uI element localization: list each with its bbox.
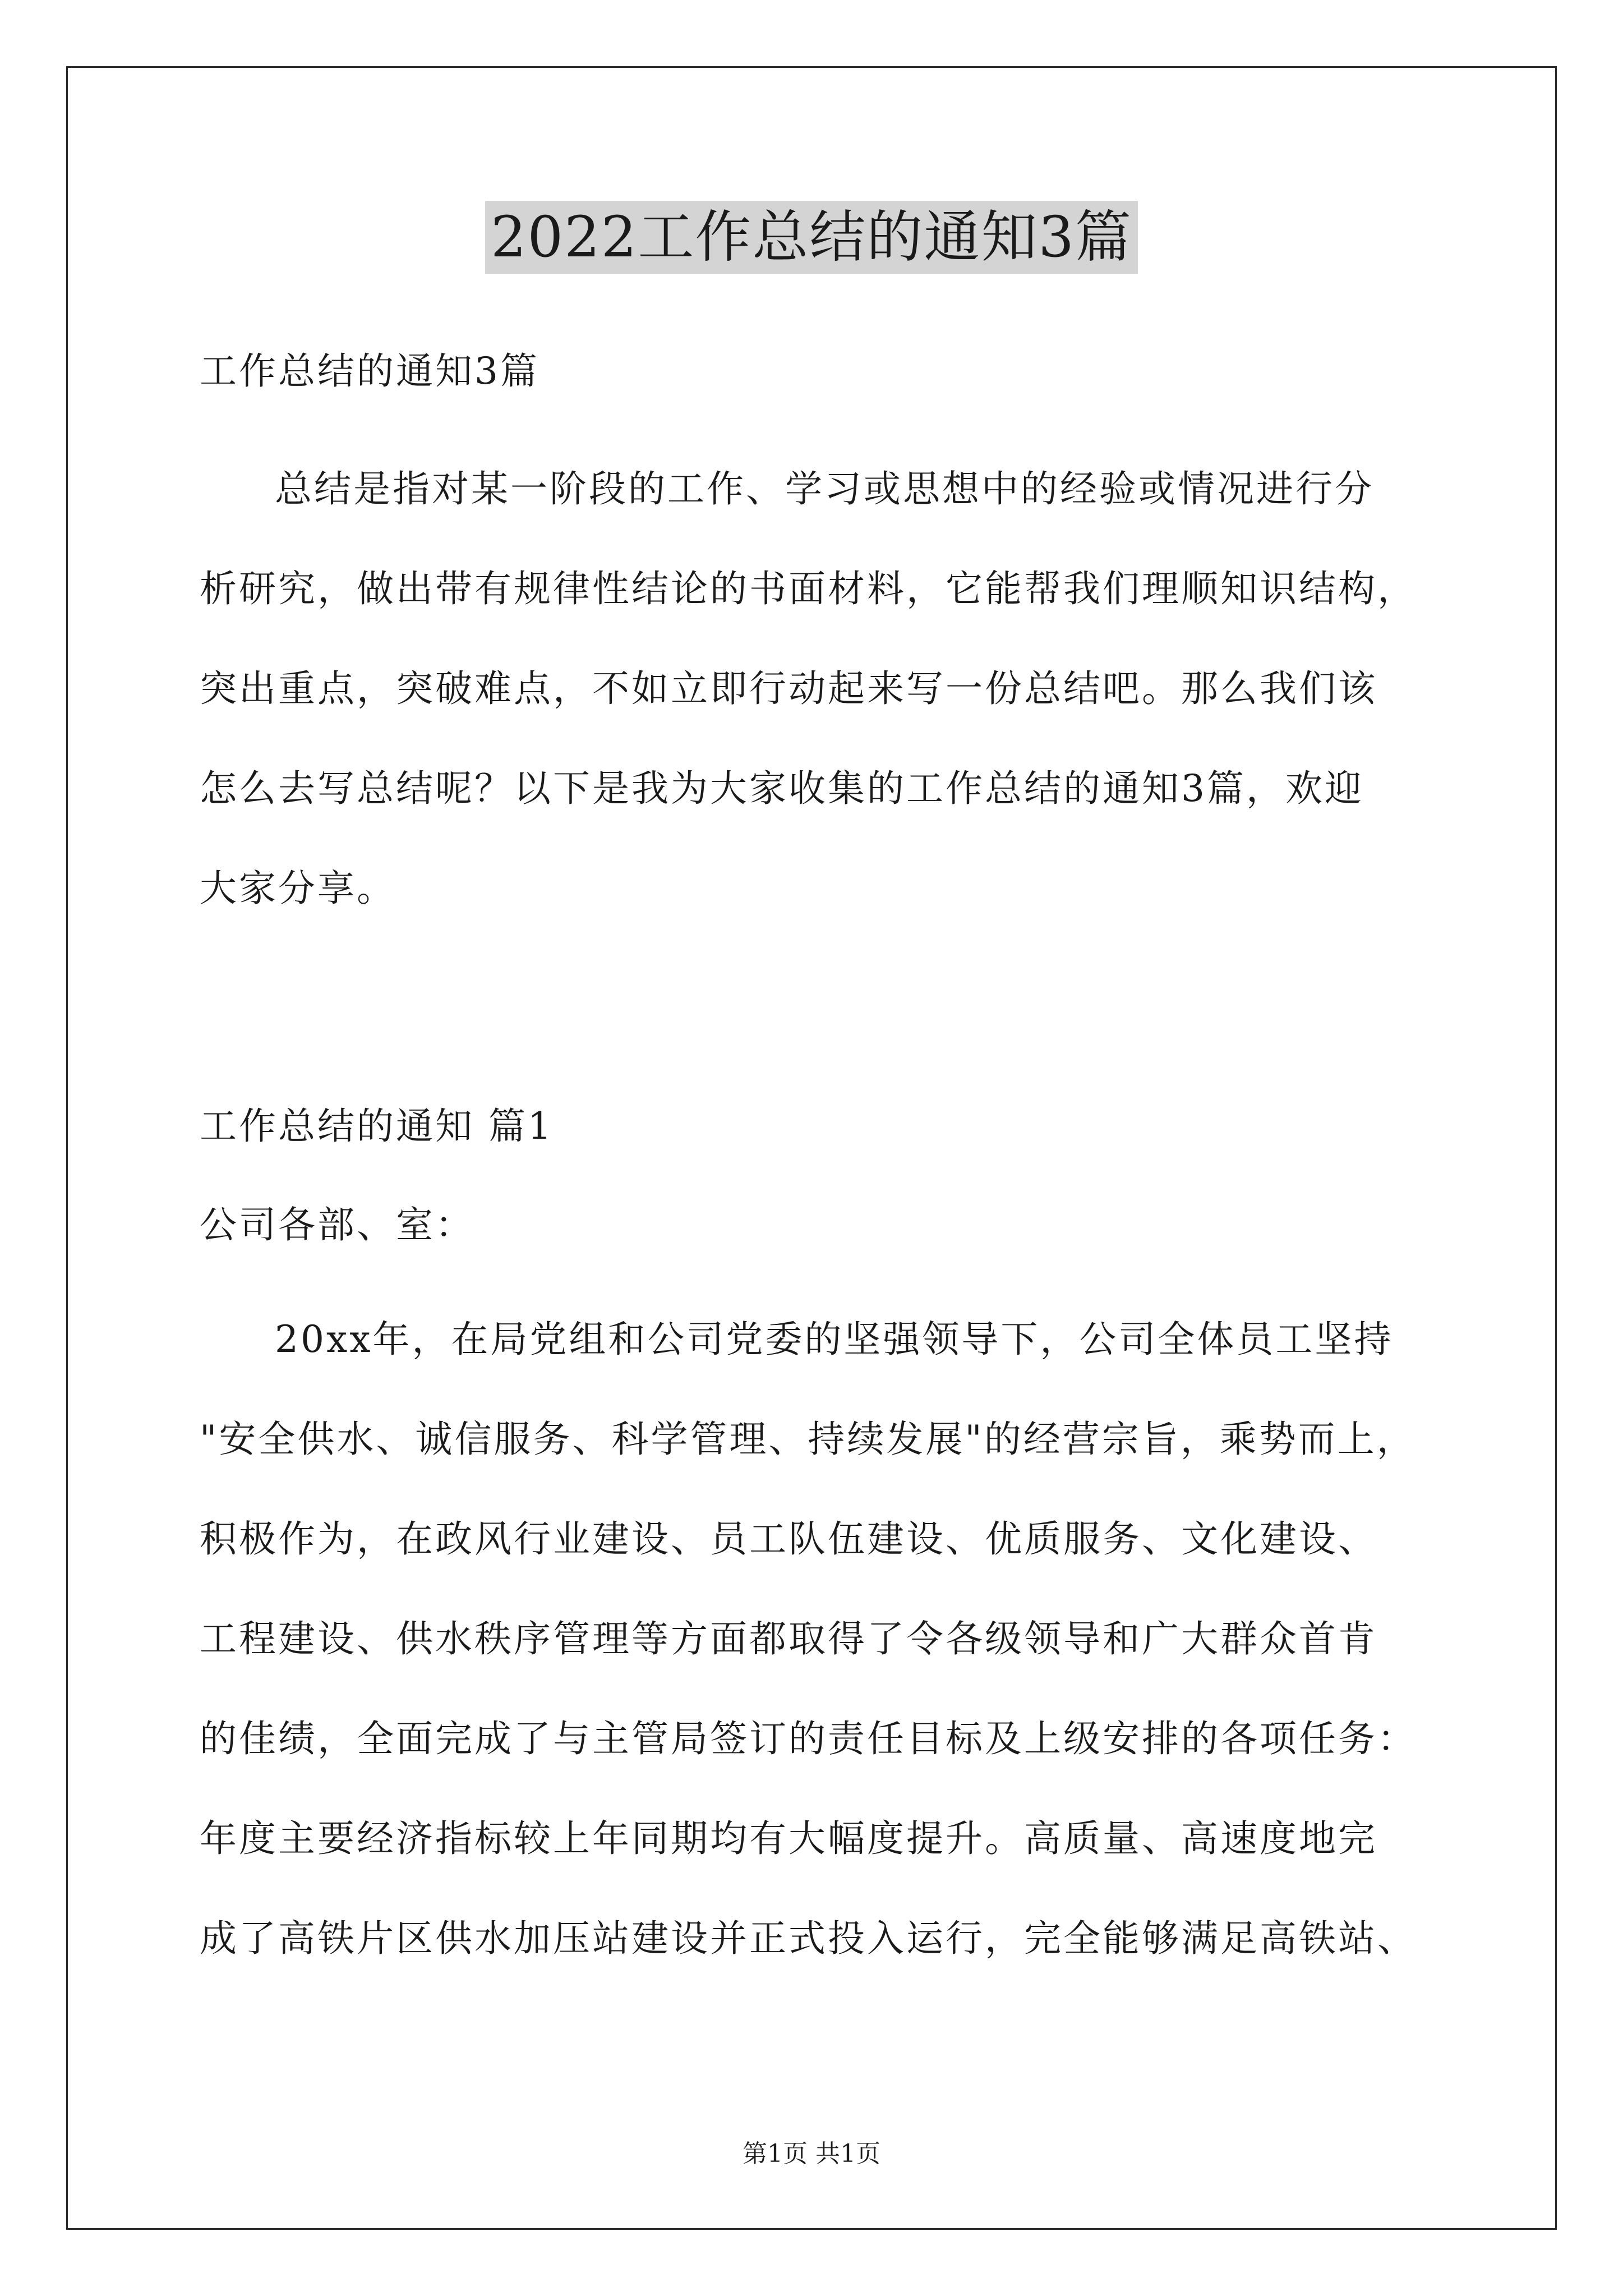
body-line-2: "安全供水、诚信服务、科学管理、持续发展"的经营宗旨，乘势而上， (200, 1418, 1416, 1461)
intro-line-2: 析研究，做出带有规律性结论的书面材料，它能帮我们理顺知识结构， (200, 567, 1417, 610)
intro-line-3: 突出重点，突破难点，不如立即行动起来写一份总结吧。那么我们该 (200, 667, 1377, 710)
body-line-1: 20xx年，在局党组和公司党委的坚强领导下，公司全体员工坚持 (275, 1318, 1394, 1361)
intro-line-1: 总结是指对某一阶段的工作、学习或思想中的经验或情况进行分 (275, 467, 1374, 510)
salutation: 公司各部、室： (200, 1203, 474, 1246)
body-line-5: 的佳绩，全面完成了与主管局签订的责任目标及上级安排的各项任务： (200, 1717, 1417, 1760)
body-line-4: 工程建设、供水秩序管理等方面都取得了令各级领导和广大群众首肯 (200, 1617, 1377, 1660)
document-title: 2022工作总结的通知3篇 (485, 201, 1138, 274)
section-heading: 工作总结的通知 篇1 (200, 1105, 554, 1148)
body-line-6: 年度主要经济指标较上年同期均有大幅度提升。高质量、高速度地完 (200, 1817, 1377, 1860)
document-subtitle: 工作总结的通知3篇 (200, 349, 540, 393)
intro-line-5: 大家分享。 (200, 867, 396, 910)
title-container (0, 201, 1623, 274)
page-footer: 第1页 共1页 (743, 2139, 880, 2168)
body-line-7: 成了高铁片区供水加压站建设并正式投入运行，完全能够满足高铁站、 (200, 1917, 1417, 1960)
body-line-3: 积极作为，在政风行业建设、员工队伍建设、优质服务、文化建设、 (200, 1517, 1377, 1561)
intro-line-4: 怎么去写总结呢？以下是我为大家收集的工作总结的通知3篇，欢迎 (200, 767, 1364, 810)
